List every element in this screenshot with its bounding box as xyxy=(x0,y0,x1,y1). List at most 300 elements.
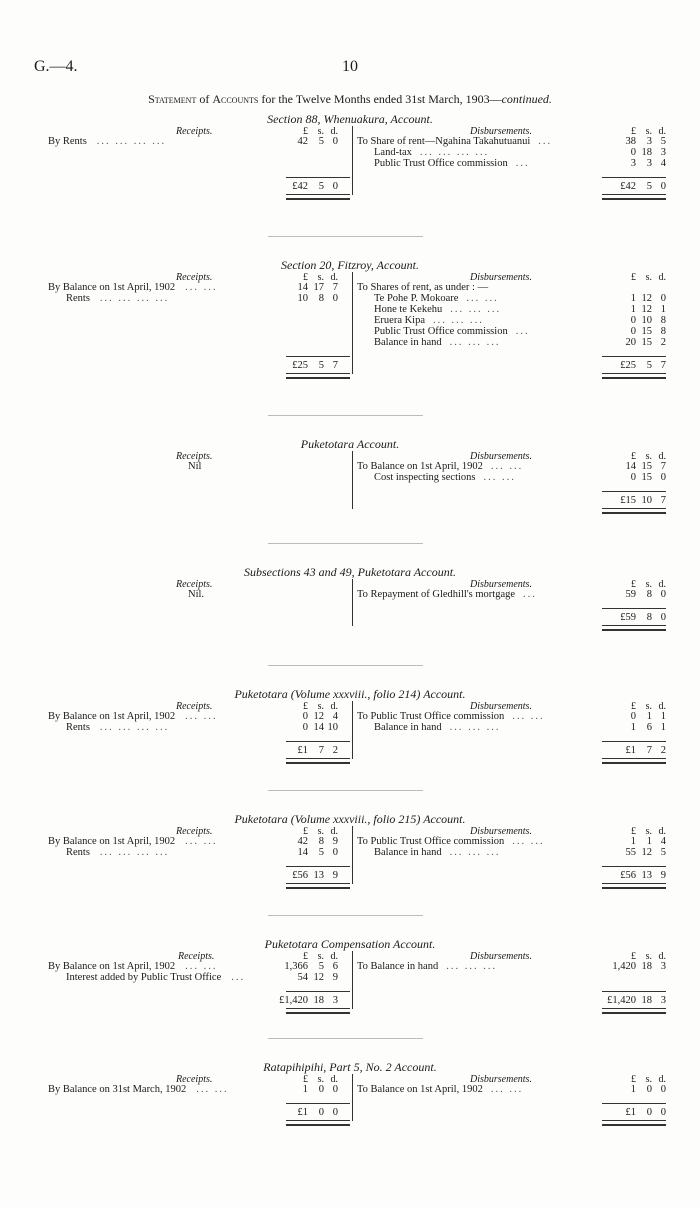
leader-dots: ... xyxy=(231,972,246,983)
leader-dots: ... ... xyxy=(185,282,218,293)
leader-dots: ... ... xyxy=(466,293,499,304)
disbursement-total-shillings: 13 xyxy=(641,870,652,881)
disbursement-amount-pounds: 0 xyxy=(630,326,636,337)
receipt-total xyxy=(274,745,338,756)
receipt-amount-pence: 0 xyxy=(332,847,338,858)
receipt-label: By Balance on 1st April, 1902 xyxy=(48,711,176,722)
receipt-amount xyxy=(274,722,338,733)
disbursement-total-pence: 7 xyxy=(660,495,666,506)
disbursement-label: Public Trust Office commission xyxy=(374,158,508,169)
receipts-header: Receipts. xyxy=(176,272,213,283)
receipt-total-shillings: 7 xyxy=(318,745,324,756)
disbursement-row xyxy=(374,722,501,733)
receipt-row xyxy=(48,136,166,147)
disbursement-total-pounds: £56 xyxy=(620,870,636,881)
receipt-total-pounds: £56 xyxy=(292,870,308,881)
receipt-amount-pounds: 10 xyxy=(297,293,308,304)
receipt-total-pounds: £42 xyxy=(292,181,308,192)
receipt-total-pence: 7 xyxy=(332,360,338,371)
account-title-prefix: Subsections 43 and 49, xyxy=(243,565,358,579)
disbursement-row xyxy=(374,158,530,169)
disbursement-row xyxy=(374,847,501,858)
receipt-total-rule xyxy=(286,356,350,357)
disbursement-total-double-rule xyxy=(602,373,666,379)
disbursement-row xyxy=(357,1084,523,1095)
account-title-name: Ratapihipihi, Part 5, No. 2 Account. xyxy=(263,1060,437,1074)
receipt-row xyxy=(48,711,218,722)
disbursement-label: Te Pohe P. Mokoare xyxy=(374,293,459,304)
disbursement-total-rule xyxy=(602,1103,666,1104)
receipts-header: Receipts. xyxy=(176,701,213,712)
column-divider xyxy=(352,579,353,626)
receipt-label: Rents xyxy=(66,293,90,304)
disbursement-amount-pence: 5 xyxy=(660,847,666,858)
pence-header: d. xyxy=(658,272,666,283)
disbursement-label: Hone te Kekehu xyxy=(374,304,443,315)
receipt-amount-pounds: 54 xyxy=(297,972,308,983)
shilling-header: s. xyxy=(645,126,652,137)
pound-header: £ xyxy=(303,126,308,137)
receipt-total xyxy=(274,995,338,1006)
shilling-header: s. xyxy=(645,951,652,962)
receipts-header: Receipts. xyxy=(176,451,213,462)
disbursement-amount-shillings: 12 xyxy=(641,304,652,315)
account-title-name: Puketotara (Volume xxxviii., folio 214) Account. xyxy=(234,687,466,701)
disbursement-total-pounds: £1 xyxy=(625,1107,636,1118)
account-title-name: Puketotara Account. xyxy=(357,565,457,579)
account-title xyxy=(0,258,700,273)
account-section xyxy=(0,687,700,797)
disbursement-amount-shillings: 12 xyxy=(641,293,652,304)
disbursement-total-rule xyxy=(602,741,666,742)
disbursement-total-pence: 3 xyxy=(660,995,666,1006)
disbursement-amount xyxy=(602,461,666,472)
disbursement-amount-pounds: 38 xyxy=(625,136,636,147)
receipt-amount-shillings: 5 xyxy=(318,847,324,858)
disbursement-amount xyxy=(602,158,666,169)
receipt-label: Rents xyxy=(66,847,90,858)
receipt-amount xyxy=(274,1084,338,1095)
disbursement-total xyxy=(602,612,666,623)
disbursement-amount xyxy=(602,315,666,326)
leader-dots: ... ... ... xyxy=(433,315,484,326)
receipt-amount-pounds: 1,366 xyxy=(284,961,308,972)
disbursement-row xyxy=(374,293,499,304)
receipt-total-rule xyxy=(286,991,350,992)
disbursement-amount-pounds: 0 xyxy=(630,711,636,722)
receipt-total-pounds: £1 xyxy=(297,745,308,756)
disbursement-amount-pence: 4 xyxy=(660,836,666,847)
receipt-total-pounds: £1,420 xyxy=(279,995,308,1006)
leader-dots: ... ... ... xyxy=(449,337,501,348)
disbursement-total-pounds: £1 xyxy=(625,745,636,756)
disbursement-total xyxy=(602,495,666,506)
disbursement-row xyxy=(374,304,501,315)
receipt-total-pounds: £1 xyxy=(297,1107,308,1118)
disbursement-row xyxy=(374,147,489,158)
receipt-amount-shillings: 8 xyxy=(318,293,324,304)
receipt-row xyxy=(66,972,245,983)
disbursement-total-double-rule xyxy=(602,1008,666,1014)
disbursement-amount xyxy=(602,711,666,722)
shilling-header: s. xyxy=(645,1074,652,1085)
pound-header: £ xyxy=(631,826,636,837)
receipt-row xyxy=(48,836,218,847)
receipt-amount xyxy=(274,836,338,847)
receipt-row xyxy=(66,293,169,304)
receipt-total-pence: 2 xyxy=(332,745,338,756)
receipt-total-pence: 0 xyxy=(332,1107,338,1118)
disbursement-total xyxy=(602,360,666,371)
receipt-amount-shillings: 12 xyxy=(313,972,324,983)
receipt-total xyxy=(274,870,338,881)
disbursement-row xyxy=(374,472,516,483)
disbursement-amount-shillings: 8 xyxy=(646,589,652,600)
receipt-amount-pence: 9 xyxy=(332,836,338,847)
receipt-row xyxy=(188,461,201,472)
receipt-total xyxy=(274,181,338,192)
receipt-row xyxy=(48,961,218,972)
disbursement-total-double-rule xyxy=(602,883,666,889)
disbursement-amount-pounds: 1 xyxy=(630,722,636,733)
receipt-amount xyxy=(274,136,338,147)
disbursement-amount-pounds: 1 xyxy=(630,836,636,847)
pence-header: d. xyxy=(658,701,666,712)
disbursement-amount-shillings: 6 xyxy=(646,722,652,733)
disbursement-amount-pence: 2 xyxy=(660,337,666,348)
account-section xyxy=(0,437,700,547)
shilling-header: s. xyxy=(317,272,324,283)
disbursement-amount xyxy=(602,136,666,147)
disbursement-label: To Public Trust Office commission xyxy=(357,711,505,722)
receipt-amount-shillings: 14 xyxy=(313,722,324,733)
disbursement-amount-pence: 1 xyxy=(660,722,666,733)
disbursement-label: Balance in hand xyxy=(374,337,442,348)
leader-dots: ... ... ... xyxy=(450,304,502,315)
disbursement-label: Balance in hand xyxy=(374,847,442,858)
disbursement-amount-pounds: 0 xyxy=(630,315,636,326)
shilling-header: s. xyxy=(645,826,652,837)
disbursement-total-rule xyxy=(602,608,666,609)
disbursement-total-pounds: £25 xyxy=(620,360,636,371)
receipt-amount-pounds: 1 xyxy=(302,1084,308,1095)
page-number: 10 xyxy=(342,58,358,75)
receipt-total-pence: 9 xyxy=(332,870,338,881)
disbursement-row xyxy=(357,836,545,847)
account-section xyxy=(0,112,700,222)
leader-dots: ... ... xyxy=(490,461,524,472)
disbursement-amount xyxy=(602,847,666,858)
disbursement-amount-pounds: 0 xyxy=(630,147,636,158)
receipt-amount-shillings: 5 xyxy=(318,136,324,147)
disbursement-total-pounds: £15 xyxy=(620,495,636,506)
account-title-name: Whenuakura, Account. xyxy=(323,112,433,126)
section-separator xyxy=(268,236,423,237)
disbursement-total-shillings: 5 xyxy=(646,360,652,371)
disbursement-total-shillings: 10 xyxy=(641,495,652,506)
disbursement-total-rule xyxy=(602,356,666,357)
disbursements-header: Disbursements. xyxy=(470,451,532,462)
pence-header: d. xyxy=(330,701,338,712)
receipt-amount xyxy=(274,972,338,983)
disbursement-label: To Share of rent—Ngahina Takahutuanui xyxy=(357,136,531,147)
disbursements-header: Disbursements. xyxy=(470,272,532,283)
receipt-total-pounds: £25 xyxy=(292,360,308,371)
receipt-amount-pounds: 14 xyxy=(297,282,308,293)
account-title-prefix: Section 88, xyxy=(267,112,324,126)
receipt-label: By Balance on 1st April, 1902 xyxy=(48,836,176,847)
disbursement-total-shillings: 7 xyxy=(646,745,652,756)
disbursement-amount-shillings: 10 xyxy=(641,315,652,326)
disbursement-label: To Balance in hand xyxy=(357,961,439,972)
pence-header: d. xyxy=(658,126,666,137)
account-title xyxy=(0,437,700,452)
receipt-amount-shillings: 12 xyxy=(313,711,324,722)
disbursement-total-rule xyxy=(602,991,666,992)
shilling-header: s. xyxy=(317,826,324,837)
section-separator xyxy=(268,1038,423,1039)
pound-header: £ xyxy=(631,1074,636,1085)
section-separator xyxy=(268,665,423,666)
pence-header: d. xyxy=(658,826,666,837)
disbursement-total-pence: 0 xyxy=(660,612,666,623)
disbursement-amount-pounds: 3 xyxy=(630,158,636,169)
leader-dots: ... xyxy=(538,136,553,147)
disbursements-header: Disbursements. xyxy=(470,579,532,590)
leader-dots: ... ... ... xyxy=(449,722,501,733)
disbursement-total-double-rule xyxy=(602,758,666,764)
disbursements-header: Disbursements. xyxy=(470,126,532,137)
disbursement-total xyxy=(602,1107,666,1118)
section-separator xyxy=(268,543,423,544)
account-title xyxy=(0,687,700,702)
title-continued: continued. xyxy=(501,92,552,106)
receipt-amount-pounds: 0 xyxy=(302,711,308,722)
pound-header: £ xyxy=(631,579,636,590)
disbursement-row xyxy=(357,282,488,293)
pound-header: £ xyxy=(631,272,636,283)
leader-dots: ... ... ... ... xyxy=(99,722,170,733)
receipt-amount-pounds: 14 xyxy=(297,847,308,858)
disbursement-row xyxy=(357,961,497,972)
disbursement-amount-pence: 8 xyxy=(660,315,666,326)
disbursement-amount-pence: 4 xyxy=(660,158,666,169)
leader-dots: ... ... xyxy=(512,711,545,722)
column-divider xyxy=(352,272,353,374)
disbursement-amount-pence: 8 xyxy=(660,326,666,337)
disbursement-row xyxy=(374,337,501,348)
disbursement-total-pence: 2 xyxy=(660,745,666,756)
receipt-row xyxy=(48,282,218,293)
account-section xyxy=(0,812,700,922)
disbursement-total-shillings: 8 xyxy=(646,612,652,623)
disbursement-total-pence: 0 xyxy=(660,1107,666,1118)
disbursement-total-double-rule xyxy=(602,194,666,200)
account-section xyxy=(0,937,700,1047)
receipt-label: By Balance on 1st April, 1902 xyxy=(48,961,176,972)
disbursement-label: To Balance on 1st April, 1902 xyxy=(357,461,483,472)
disbursement-amount-shillings: 15 xyxy=(641,337,652,348)
shilling-header: s. xyxy=(645,701,652,712)
disbursement-total-pounds: £42 xyxy=(620,181,636,192)
disbursement-amount-pounds: 1 xyxy=(630,293,636,304)
disbursement-amount-shillings: 15 xyxy=(641,461,652,472)
column-divider xyxy=(352,126,353,195)
main-title xyxy=(0,92,700,107)
receipt-row xyxy=(48,1084,229,1095)
receipt-total-pence: 0 xyxy=(332,181,338,192)
receipt-total-double-rule xyxy=(286,194,350,200)
disbursement-label: To Shares of rent, as under : — xyxy=(357,282,489,293)
leader-dots: ... ... ... ... xyxy=(419,147,490,158)
pence-header: d. xyxy=(330,272,338,283)
disbursement-amount-shillings: 12 xyxy=(641,847,652,858)
pence-header: d. xyxy=(330,951,338,962)
pound-header: £ xyxy=(303,826,308,837)
leader-dots: ... ... xyxy=(483,472,516,483)
disbursement-amount-pounds: 1 xyxy=(630,1084,636,1095)
receipt-label: By Balance on 31st March, 1902 xyxy=(48,1084,187,1095)
disbursements-header: Disbursements. xyxy=(470,701,532,712)
pound-header: £ xyxy=(303,701,308,712)
disbursement-amount-pounds: 1,420 xyxy=(612,961,636,972)
disbursement-amount-pence: 0 xyxy=(660,472,666,483)
pence-header: d. xyxy=(658,1074,666,1085)
lsd-header xyxy=(602,272,666,283)
shilling-header: s. xyxy=(317,701,324,712)
disbursement-label: To Balance on 1st April, 1902 xyxy=(357,1084,483,1095)
disbursement-amount-shillings: 0 xyxy=(646,1084,652,1095)
disbursement-amount-pence: 3 xyxy=(660,961,666,972)
receipt-amount xyxy=(274,293,338,304)
receipt-amount-pence: 7 xyxy=(332,282,338,293)
disbursement-amount-pounds: 59 xyxy=(625,589,636,600)
pound-header: £ xyxy=(303,272,308,283)
receipt-amount-pounds: 0 xyxy=(302,722,308,733)
receipt-label: Rents xyxy=(66,722,90,733)
leader-dots: ... ... xyxy=(185,961,218,972)
receipt-amount xyxy=(274,847,338,858)
receipt-label: Interest added by Public Trust Office xyxy=(66,972,222,983)
receipt-amount-pounds: 42 xyxy=(297,136,308,147)
title-accounts: Accounts xyxy=(212,92,259,106)
disbursement-amount xyxy=(602,961,666,972)
leader-dots: ... ... ... ... xyxy=(99,293,170,304)
pence-header: d. xyxy=(658,951,666,962)
disbursement-total-rule xyxy=(602,866,666,867)
column-divider xyxy=(352,826,353,884)
disbursement-amount-shillings: 18 xyxy=(641,961,652,972)
disbursement-total-pence: 7 xyxy=(660,360,666,371)
receipt-amount-pence: 4 xyxy=(332,711,338,722)
disbursement-amount-pounds: 20 xyxy=(625,337,636,348)
disbursement-amount xyxy=(602,836,666,847)
receipt-amount-shillings: 5 xyxy=(318,961,324,972)
leader-dots: ... ... xyxy=(512,836,545,847)
shilling-header: s. xyxy=(645,451,652,462)
column-divider xyxy=(352,951,353,1009)
disbursement-total-pounds: £1,420 xyxy=(607,995,636,1006)
leader-dots: ... ... ... ... xyxy=(99,847,170,858)
receipt-total-rule xyxy=(286,741,350,742)
disbursement-label: Public Trust Office commission xyxy=(374,326,508,337)
receipt-amount-pence: 0 xyxy=(332,136,338,147)
pound-header: £ xyxy=(631,701,636,712)
disbursement-amount xyxy=(602,326,666,337)
pound-header: £ xyxy=(303,1074,308,1085)
receipt-total-rule xyxy=(286,177,350,178)
leader-dots: ... xyxy=(523,589,537,600)
disbursement-label: To Public Trust Office commission xyxy=(357,836,505,847)
disbursement-amount-pounds: 55 xyxy=(625,847,636,858)
receipt-amount-pence: 6 xyxy=(332,961,338,972)
title-statement: Statement xyxy=(148,92,197,106)
shilling-header: s. xyxy=(317,126,324,137)
pound-header: £ xyxy=(631,951,636,962)
title-of: of xyxy=(196,92,213,106)
receipt-total-shillings: 13 xyxy=(313,870,324,881)
disbursement-amount-shillings: 3 xyxy=(646,136,652,147)
receipt-total-shillings: 5 xyxy=(318,360,324,371)
section-separator xyxy=(268,790,423,791)
disbursement-total-rule xyxy=(602,177,666,178)
disbursement-total xyxy=(602,181,666,192)
disbursement-amount xyxy=(602,472,666,483)
receipt-label: Nil. xyxy=(188,589,205,600)
disbursement-amount-pence: 1 xyxy=(660,304,666,315)
account-title-name: Fitzroy, Account. xyxy=(337,258,419,272)
disbursement-row xyxy=(357,711,545,722)
disbursements-header: Disbursements. xyxy=(470,1074,532,1085)
account-section xyxy=(0,1060,700,1170)
account-title xyxy=(0,1060,700,1075)
receipt-amount xyxy=(274,282,338,293)
receipt-row xyxy=(66,847,169,858)
receipt-label: By Balance on 1st April, 1902 xyxy=(48,282,176,293)
pence-header: d. xyxy=(330,1074,338,1085)
disbursement-total-double-rule xyxy=(602,508,666,514)
disbursement-total-shillings: 18 xyxy=(641,995,652,1006)
receipts-header: Receipts. xyxy=(178,951,215,962)
disbursement-amount xyxy=(602,304,666,315)
disbursement-row xyxy=(374,326,530,337)
disbursement-amount-shillings: 18 xyxy=(641,147,652,158)
column-divider xyxy=(352,701,353,759)
receipt-total xyxy=(274,360,338,371)
disbursement-row xyxy=(357,589,537,600)
receipt-total-shillings: 18 xyxy=(313,995,324,1006)
account-title xyxy=(0,937,700,952)
disbursement-amount-shillings: 1 xyxy=(646,711,652,722)
pence-header: d. xyxy=(330,126,338,137)
disbursement-row xyxy=(374,315,484,326)
disbursement-label: Balance in hand xyxy=(374,722,442,733)
disbursements-header: Disbursements. xyxy=(470,951,532,962)
disbursement-row xyxy=(357,136,552,147)
column-divider xyxy=(352,451,353,509)
disbursement-amount-shillings: 3 xyxy=(646,158,652,169)
leader-dots: ... ... xyxy=(196,1084,229,1095)
disbursement-amount-pence: 0 xyxy=(660,293,666,304)
account-title xyxy=(0,565,700,580)
disbursement-total-double-rule xyxy=(602,625,666,631)
pound-header: £ xyxy=(303,951,308,962)
leader-dots: ... ... ... xyxy=(446,961,498,972)
receipt-amount xyxy=(274,711,338,722)
disbursement-amount-pounds: 0 xyxy=(630,472,636,483)
account-title-name: Puketotara Compensation Account. xyxy=(264,937,436,951)
disbursement-amount-pence: 7 xyxy=(660,461,666,472)
